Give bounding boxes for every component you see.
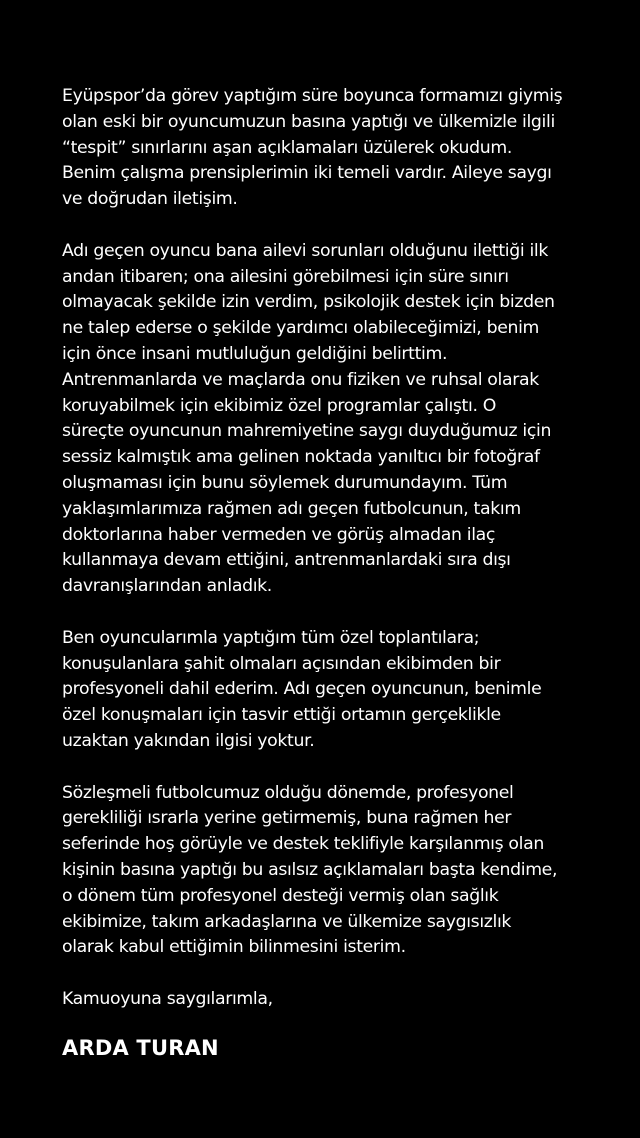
paragraph-1 [62, 84, 602, 213]
paragraph-line: olmayacak şekilde izin verdim, psikolojik destek için bizden [62, 292, 555, 313]
paragraph-line: yaklaşımlarımıza rağmen adı geçen futbolcunun, takım [62, 498, 521, 519]
paragraph-line: özel konuşmaları için tasvir ettiği ortamın gerçeklikle [62, 705, 501, 726]
paragraph-line: doktorlarına haber vermeden ve görüş almadan ilaç [62, 524, 496, 545]
paragraph-line: Eyüpspor’da görev yaptığım süre boyunca formamızı giymiş [62, 86, 563, 106]
paragraph-line: profesyoneli dahil ederim. Adı geçen oyuncunun, benimle [62, 679, 542, 700]
paragraph-line: olarak kabul ettiğimin bilinmesini isterim. [62, 937, 406, 958]
paragraph-line: konuşulanlara şahit olmaları açısından ekibimden bir [62, 653, 501, 674]
paragraph-line: oluşmaması için bunu söylemek durumundayım. Tüm [62, 472, 508, 493]
paragraph-line: uzaktan yakından ilgisi yoktur. [62, 730, 315, 751]
paragraph-line: kişinin basına yaptığı bu asılsız açıklamaları başta kendime, [62, 859, 558, 880]
paragraph-spacer [62, 213, 602, 239]
paragraph-line: “tespit” sınırlarını aşan açıklamaları üzülerek okudum. [62, 137, 512, 158]
paragraph-line: olan eski bir oyuncumuzun basına yaptığı ve ülkemizle ilgili [62, 111, 555, 132]
paragraph-line: ekibimize, takım arkadaşlarına ve ülkemize saygısızlık [62, 911, 512, 932]
paragraph-line: davranışlarından anladık. [62, 576, 272, 597]
paragraph-line: için önce insani mutluluğun geldiğini belirttim. [62, 343, 448, 364]
paragraph-line: seferinde hoş görüyle ve destek teklifiyle karşılanmış olan [62, 834, 544, 855]
paragraph-line: o dönem tüm profesyonel desteği vermiş olan sağlık [62, 885, 499, 906]
paragraph-line: Sözleşmeli futbolcumuz olduğu dönemde, profesyonel [62, 782, 514, 803]
paragraph-line: süreçte oyuncunun mahremiyetine saygı duyduğumuz için [62, 421, 552, 442]
paragraph-line: kullanmaya devam ettiğini, antrenmanlardaki sıra dışı [62, 550, 511, 571]
paragraph-line: Adı geçen oyuncu bana ailevi sorunları olduğunu ilettiği ilk [62, 240, 549, 261]
paragraph-3 [62, 626, 602, 755]
paragraph-2 [62, 239, 602, 600]
closing-line: Kamuoyuna saygılarımla, [62, 988, 273, 1009]
paragraph-spacer [62, 600, 602, 626]
paragraph-spacer [62, 755, 602, 781]
statement [62, 84, 602, 1061]
paragraph-line: andan itibaren; ona ailesini görebilmesi için süre sınırı [62, 266, 509, 287]
paragraph-line: gerekliliği ısrarla yerine getirmemiş, buna rağmen her [62, 808, 512, 829]
paragraph-line: sessiz kalmıştık ama gelinen noktada yanıltıcı bir fotoğraf [62, 447, 540, 468]
signature: ARDA TURAN [62, 1035, 219, 1060]
paragraph-spacer [62, 961, 602, 987]
paragraph-line: Ben oyuncularımla yaptığım tüm özel toplantılara; [62, 627, 480, 648]
paragraph-line: ne talep ederse o şekilde yardımcı olabileceğimizi, benim [62, 318, 540, 339]
paragraph-line: ve doğrudan iletişim. [62, 189, 238, 210]
paragraph-4 [62, 781, 602, 962]
paragraph-line: Antrenmanlarda ve maçlarda onu fiziken ve ruhsal olarak [62, 369, 539, 390]
paragraph-line: koruyabilmek için ekibimiz özel programlar çalıştı. O [62, 395, 496, 416]
paragraph-line: Benim çalışma prensiplerimin iki temeli vardır. Aileye saygı [62, 163, 552, 184]
